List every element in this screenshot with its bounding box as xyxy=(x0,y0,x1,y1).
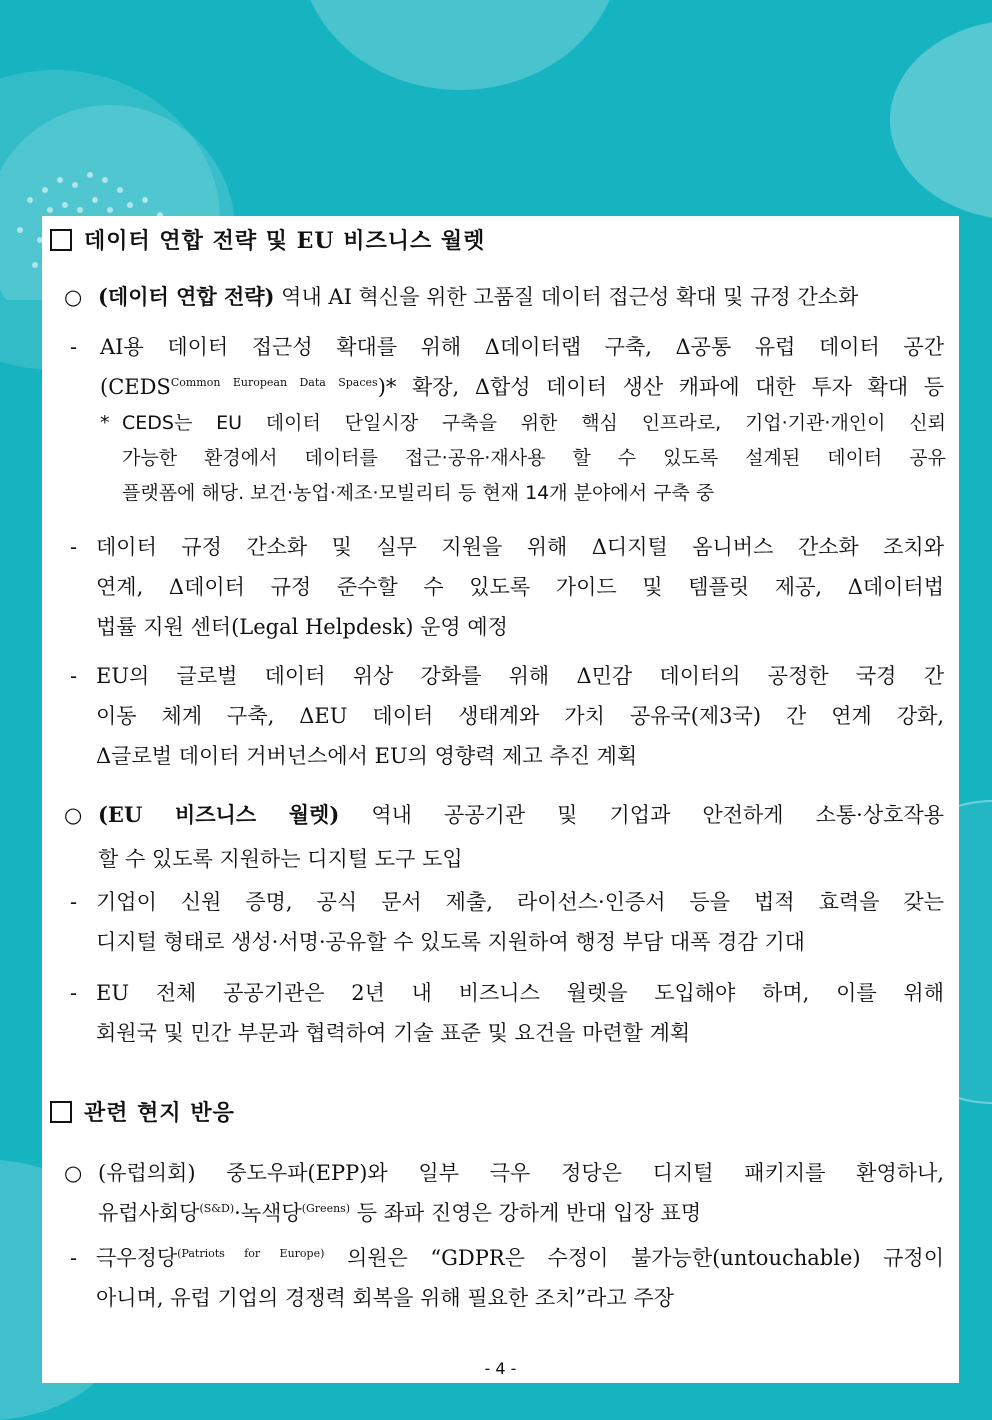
background-circle xyxy=(890,20,992,220)
circle-bullet-icon: ○ xyxy=(64,1161,83,1185)
dash-bullet-icon: - xyxy=(70,890,78,914)
section-heading: 데이터 연합 전략 및 EU 비즈니스 월렛 xyxy=(50,226,485,256)
footnote: * CEDS는 EU 데이터 단일시장 구축을 위한 핵심 인프라로, 기업·기관·개인이 신뢰 가능한 환경에서 데이터를 접근·공유·재사용 할 수 있도록 설계된 데이터 공유 플랫폼에 해당. 보건·농업·제조·모빌리티 등 현재 14개 분야에서 구축 중 xyxy=(100,406,946,511)
item-lead: (EU 비즈니스 월렛) xyxy=(98,802,340,827)
sub-bullet-item: - EU 전체 공공기관은 2년 내 비즈니스 월렛을 도입해야 하며, 이를 위해 회원국 및 민간 부문과 협력하여 기술 표준 및 요건을 마련할 계획 xyxy=(70,973,944,1053)
bullet-item: ○ (데이터 연합 전략) 역내 AI 혁신을 위한 고품질 데이터 접근성 확대 및 규정 간소화 xyxy=(64,282,944,312)
item-lead: (데이터 연합 전략) xyxy=(98,284,275,309)
circle-bullet-icon: ○ xyxy=(64,285,83,309)
asterisk-icon: * xyxy=(100,412,110,434)
document-page xyxy=(42,216,959,1383)
checkbox-square-icon xyxy=(50,229,72,251)
checkbox-square-icon xyxy=(50,1101,72,1123)
sub-bullet-item: - EU의 글로벌 데이터 위상 강화를 위해 Δ민감 데이터의 공정한 국경 간 이동 체계 구축, ΔEU 데이터 생태계와 가치 공유국(제3국) 간 연계 강화, Δ글로벌 데이터 거버넌스에서 EU의 영향력 제고 추진 계획 xyxy=(70,656,944,776)
circle-bullet-icon: ○ xyxy=(64,803,83,827)
background-circle xyxy=(300,0,620,90)
sub-bullet-item: - 극우정당$^{(Patriots for Europe)}$ 의원은 “GDPR은 수정이 불가능한(untouchable) 규정이 아니며, 유럽 기업의 경쟁력 회복을 위해 필요한 조치”라고 주장 xyxy=(70,1238,944,1318)
dash-bullet-icon: - xyxy=(70,664,78,688)
sub-bullet-item: - 데이터 규정 간소화 및 실무 지원을 위해 Δ디지털 옴니버스 간소화 조치와 연계, Δ데이터 규정 준수할 수 있도록 가이드 및 템플릿 제공, Δ데이터법 법률 지원 센터(Legal Helpdesk) 운영 예정 xyxy=(70,527,944,647)
dash-bullet-icon: - xyxy=(70,1246,78,1270)
dash-bullet-icon: - xyxy=(70,335,78,359)
section-heading: 관련 현지 반응 xyxy=(50,1098,235,1128)
page-number: - 4 - xyxy=(484,1359,517,1378)
bullet-item: ○ (유럽의회) 중도우파(EPP)와 일부 극우 정당은 디지털 패키지를 환영하나, 유럽사회당$^{(S\&D)}$·녹색당$^{(Greens)}$ 등 좌파 진영은 강하게 반대 입장 표명 xyxy=(64,1153,944,1233)
dash-bullet-icon: - xyxy=(70,535,78,559)
bullet-item: ○ (EU 비즈니스 월렛) 역내 공공기관 및 기업과 안전하게 소통·상호작용 할 수 있도록 지원하는 디지털 도구 도입 xyxy=(64,793,944,881)
sub-bullet-item: - 기업이 신원 증명, 공식 문서 제출, 라이선스·인증서 등을 법적 효력을 갖는 디지털 형태로 생성·서명·공유할 수 있도록 지원하여 행정 부담 대폭 경감 기대 xyxy=(70,882,944,962)
sub-bullet-item: - AI용 데이터 접근성 확대를 위해 Δ데이터랩 구축, Δ공통 유럽 데이터 공간 $(CEDS^{Common European Data Spaces})*$ 확장, Δ합성 데이터 생산 캐파에 대한 투자 확대 등 xyxy=(70,327,944,407)
dash-bullet-icon: - xyxy=(70,981,78,1005)
